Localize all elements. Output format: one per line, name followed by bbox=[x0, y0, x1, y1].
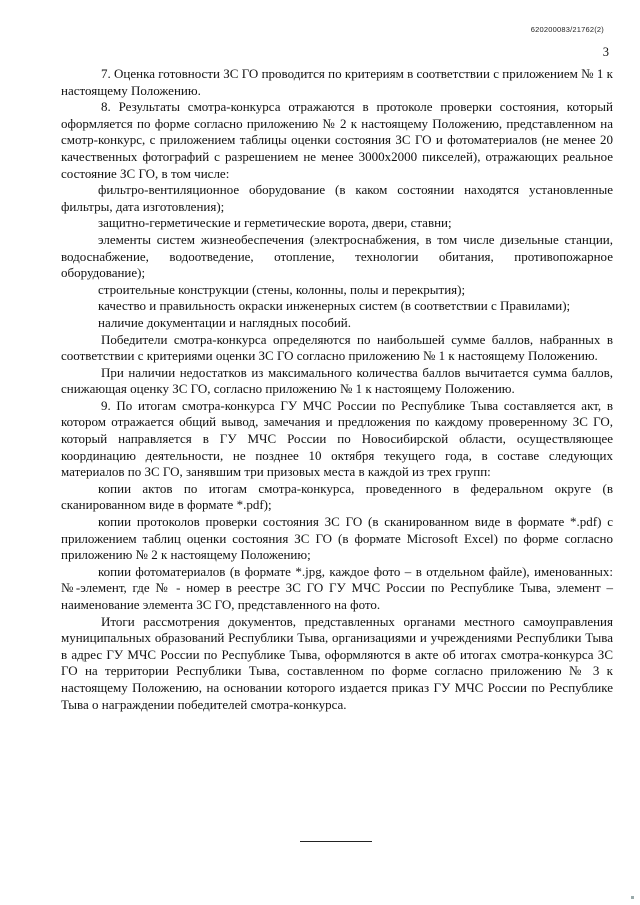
body-paragraph: 7. Оценка готовности ЗС ГО проводится по критериям в соответствии с приложением № 1 к настоящему Положению. bbox=[61, 66, 613, 98]
document-body bbox=[61, 66, 613, 713]
body-paragraph: Итоги рассмотрения документов, представленных органами местного самоуправления муниципальных образований Республики Тыва, организациями и учреждениями Республики Тыва в адрес ГУ МЧС России по Республике Тыва, оформляются в акте об итогах смотра-конкурса ЗС ГО на территории Республики Тыва, составленном по форме согласно приложению № 3 к настоящему Положению, на основании которого издается приказ ГУ МЧС России по Республике Тыва о награждении победителей смотра-конкурса. bbox=[61, 613, 613, 712]
list-item-paragraph: защитно-герметические и герметические ворота, двери, ставни; bbox=[98, 215, 452, 231]
list-item-paragraph: качество и правильность окраски инженерных систем (в соответствии с Правилами); bbox=[98, 298, 571, 314]
body-paragraph: 9. По итогам смотра-конкурса ГУ МЧС России по Республике Тыва составляется акт, в котором отражается общий вывод, замечания и предложения по каждому проверенному ЗС ГО, который направляется в ГУ МЧС России по Новосибирской области, осуществляющее координацию деятельности, не позднее 10 октября текущего года, в составе следующих материалов по ЗС ГО, занявшим три призовых места в каждой из трех групп: bbox=[61, 397, 613, 480]
list-item-paragraph: строительные конструкции (стены, колонны, полы и перекрытия); bbox=[98, 281, 466, 297]
body-paragraph: Победители смотра-конкурса определяются по наибольшей сумме баллов, набранных в соответствии с критериями оценки ЗС ГО согласно приложению № 1 к настоящему Положению. bbox=[61, 331, 613, 364]
list-item-paragraph: копии фотоматериалов (в формате *.jpg, каждое фото – в отдельном файле), именованных: №-элемент, где № - номер в реестре ЗС ГО ГУ МЧС России по Республике Тыва, элемент – наименование элемента ЗС ГО, представленного на фото. bbox=[61, 563, 613, 612]
list-item-paragraph: элементы систем жизнеобеспечения (электроснабжения, в том числе дизельные станции, водоснабжение, водоотведение, отопление, технологии обитания, противопожарное оборудование); bbox=[61, 231, 613, 281]
body-paragraph: 8. Результаты смотра-конкурса отражаются в протоколе проверки состояния, который оформляется по форме согласно приложению № 2 к настоящему Положению, представленном на смотр-конкурс, с приложением таблицы оценки состояния ЗС ГО и фотоматериалов (не менее 20 качественных фотографий с разрешением не менее 3000х2000 пикселей), отражающих реальное состояние ЗС ГО, в том числе: bbox=[61, 99, 613, 181]
body-paragraph: При наличии недостатков из максимального количества баллов вычитается сумма баллов, снижающая оценку ЗС ГО, согласно приложению № 1 к настоящему Положению. bbox=[61, 364, 613, 397]
list-item-paragraph: копии протоколов проверки состояния ЗС ГО (в сканированном виде в формате *.pdf) с приложением таблиц оценки состояния ЗС ГО (в формате Microsoft Excel) по форме согласно приложению № 2 к настоящему Положению; bbox=[61, 514, 613, 563]
page-number: 3 bbox=[602, 45, 609, 59]
list-item-paragraph: копии актов по итогам смотра-конкурса, проведенного в федеральном округе (в сканированном виде в формате *.pdf); bbox=[61, 480, 613, 513]
document-registration-code: 620200083/21762(2) bbox=[530, 25, 604, 34]
end-separator-line bbox=[300, 841, 372, 842]
scan-mark bbox=[631, 896, 634, 899]
list-item-paragraph: наличие документации и наглядных пособий. bbox=[98, 314, 352, 330]
list-item-paragraph: фильтро-вентиляционное оборудование (в каком состоянии находятся установленные фильтры, дата изготовления); bbox=[61, 182, 613, 214]
